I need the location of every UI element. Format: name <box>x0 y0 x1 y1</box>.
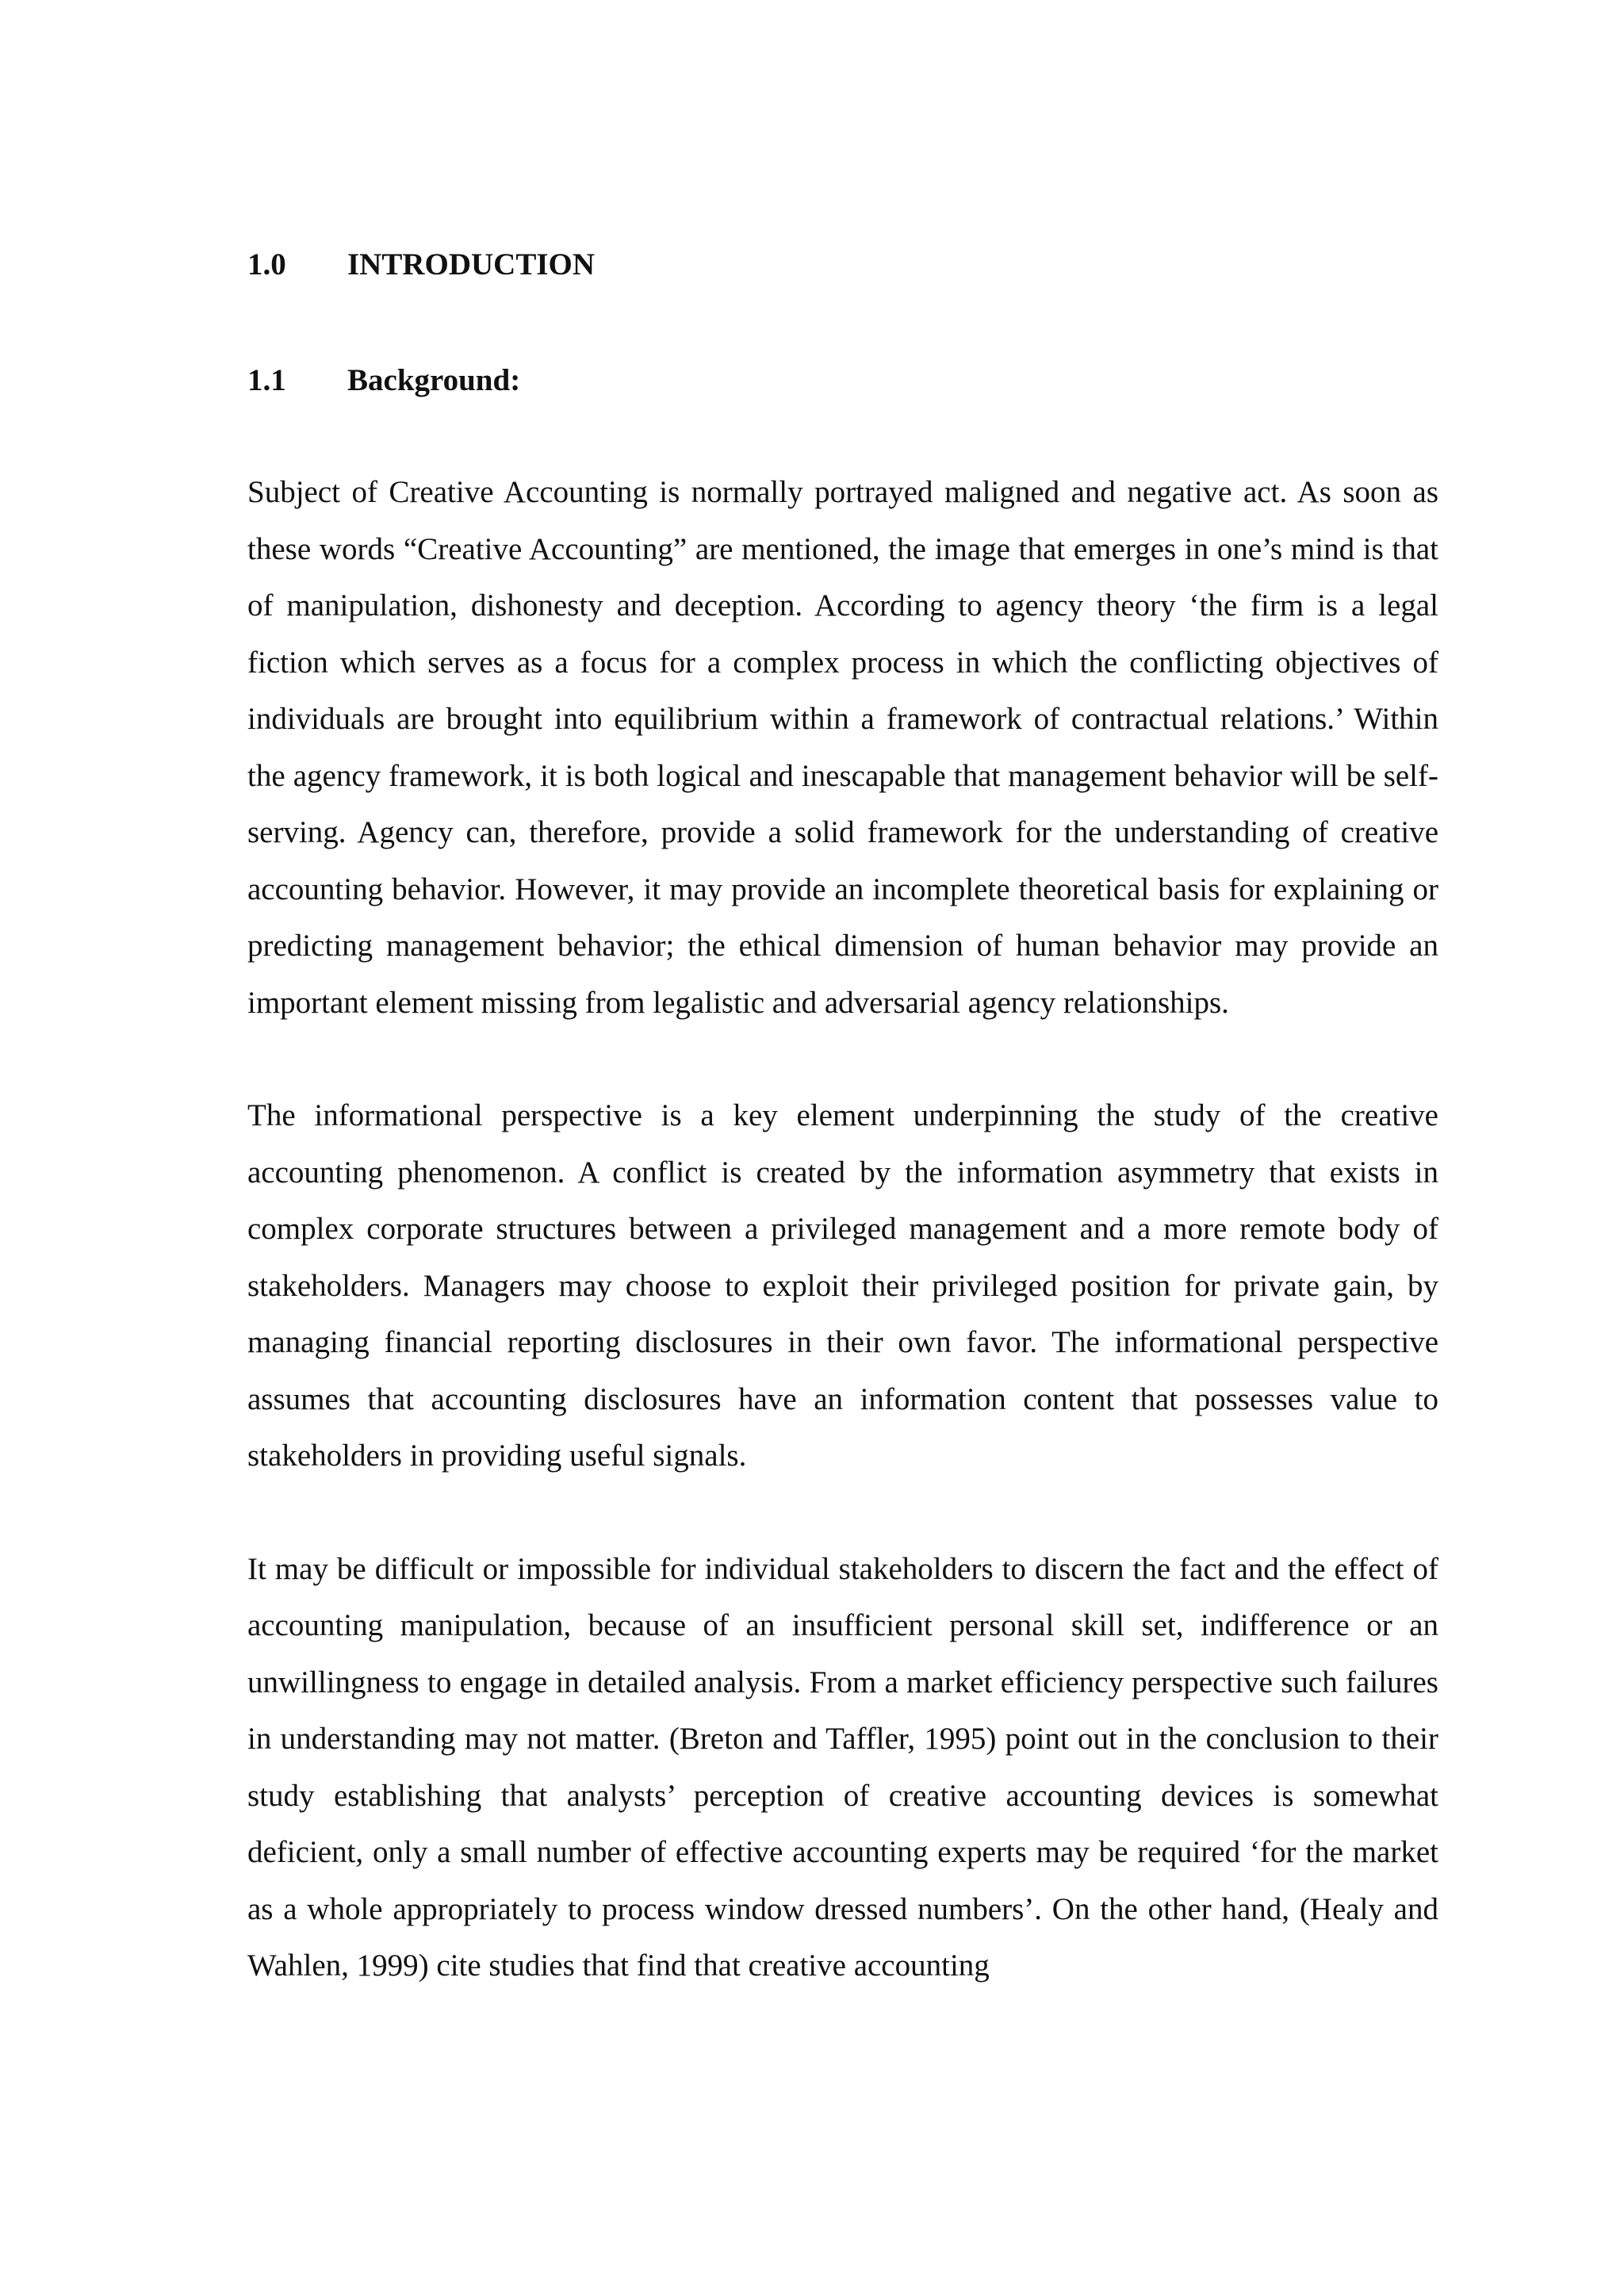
subsection-heading-background <box>247 363 520 398</box>
paragraph-agency-theory: Subject of Creative Accounting is normally portrayed maligned and negative act. As soon as these words “Creative Accounting” are mentioned, the image that emerges in one’s mind is that of manipulation, dishonesty and deception. According to agency theory ‘the firm is a legal fiction which serves as a focus for a complex process in which the conflicting objectives of individuals are brought into equilibrium within a framework of contractual relations.’ Within the agency framework, it is both logical and inescapable that management behavior will be self-serving. Agency can, therefore, provide a solid framework for the understanding of creative accounting behavior. However, it may provide an incomplete theoretical basis for explaining or predicting management behavior; the ethical dimension of human behavior may provide an important element missing from legalistic and adversarial agency relationships. <box>247 475 1438 1020</box>
subsection-title: Background: <box>347 363 521 397</box>
section-number: 1.0 <box>247 247 286 282</box>
body-text <box>247 464 1438 2051</box>
paragraph-market-efficiency: It may be difficult or impossible for individual stakeholders to discern the fact and the effect of accounting manipulation, because of an insufficient personal skill set, indifference or an unwillingness to engage in detailed analysis. From a market efficiency perspective such failures in understanding may not matter. (Breton and Taffler, 1995) point out in the conclusion to their study establishing that analysts’ perception of creative accounting devices is somewhat deficient, only a small number of effective accounting experts may be required ‘for the market as a whole appropriately to process window dressed numbers’. On the other hand, (Healy and Wahlen, 1999) cite studies that find that creative accounting <box>247 1551 1438 1983</box>
subsection-number: 1.1 <box>247 363 286 397</box>
section-heading-introduction <box>247 247 595 282</box>
paragraph-informational-perspective: The informational perspective is a key element underpinning the study of the creative accounting phenomenon. A conflict is created by the information asymmetry that exists in complex corporate structures between a privileged management and a more remote body of stakeholders. Managers may choose to exploit their privileged position for private gain, by managing financial reporting disclosures in their own favor. The informational perspective assumes that accounting disclosures have an information content that possesses value to stakeholders in providing useful signals. <box>247 1098 1438 1473</box>
section-title: INTRODUCTION <box>347 247 596 282</box>
